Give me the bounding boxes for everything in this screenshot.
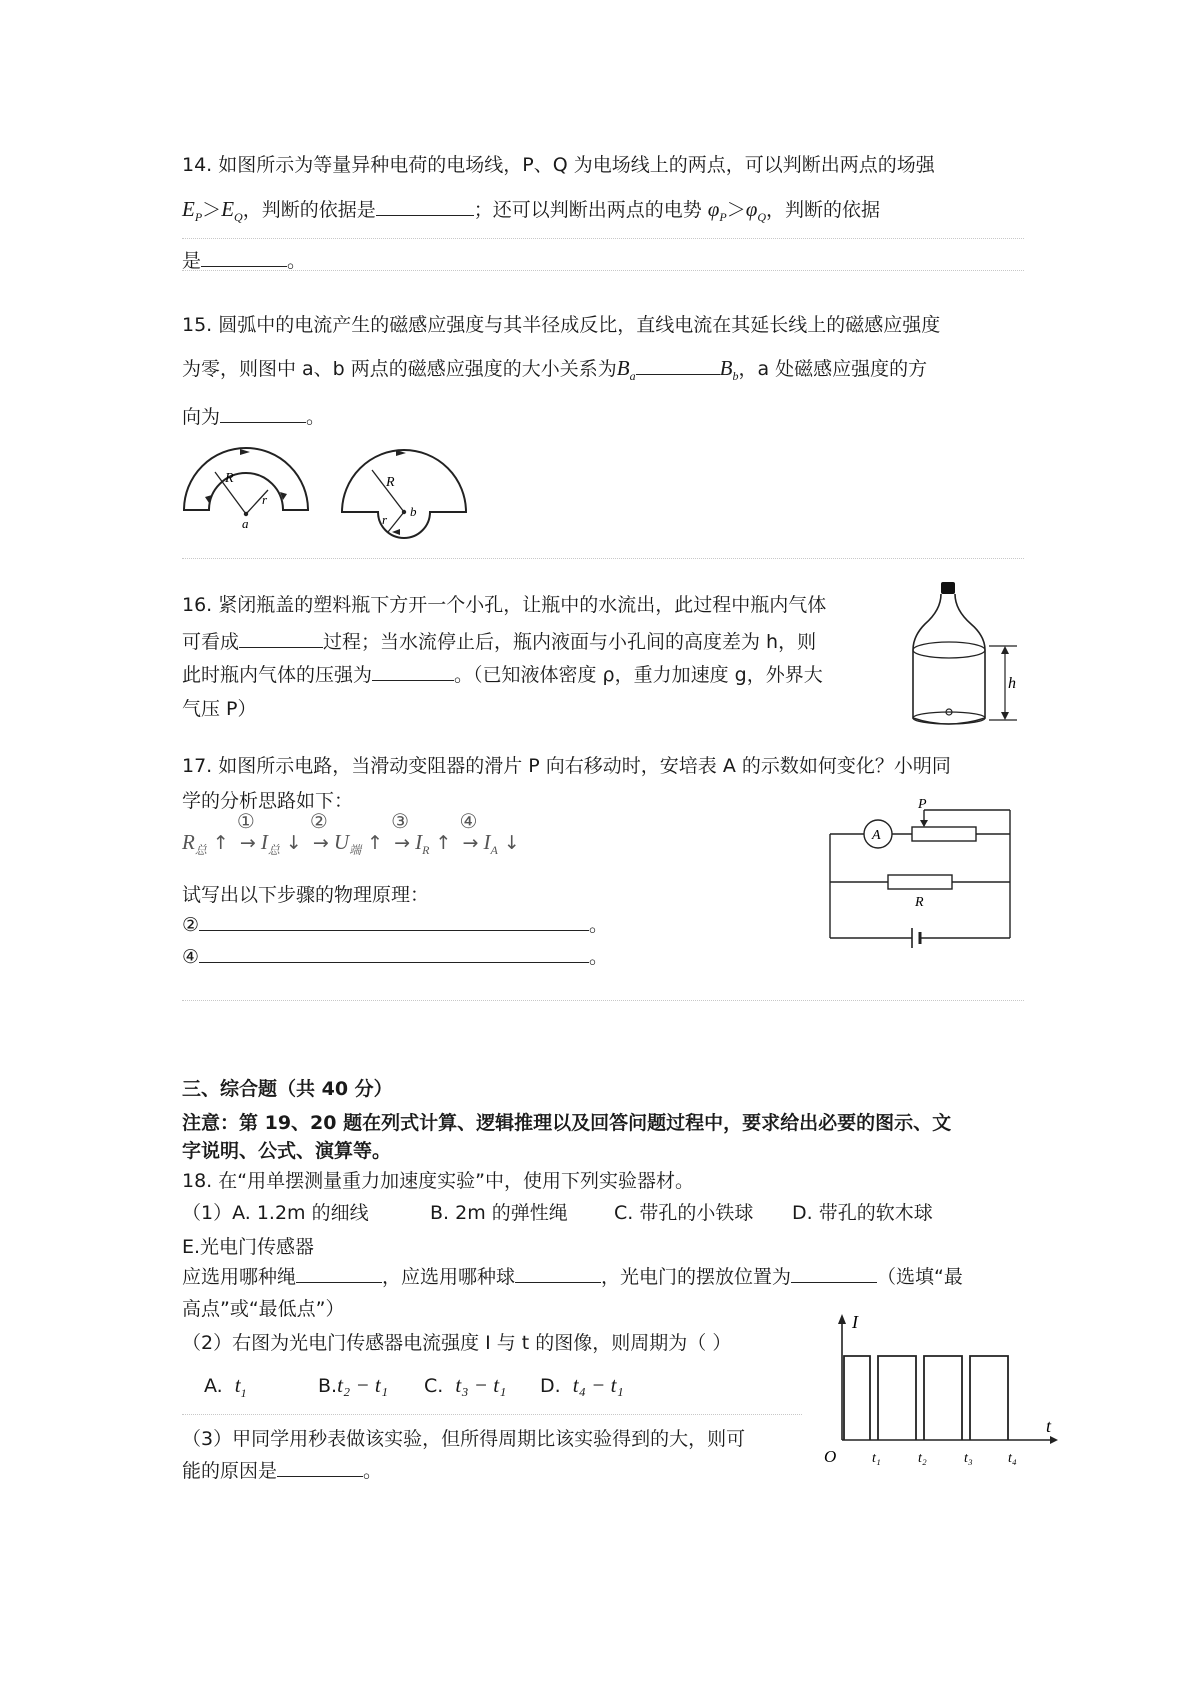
choice-d[interactable]: D. t₄ − t₁: [540, 1373, 624, 1397]
arc-figure-b: [334, 440, 474, 540]
q15-line-1: 15. 圆弧中的电流产生的磁感应强度与其半径成反比，直线电流在其延长线上的磁感应强度: [182, 314, 941, 336]
down-arrow-icon: ↓: [503, 832, 520, 854]
label-r: r: [382, 512, 388, 527]
reasoning-chain: [182, 809, 520, 863]
label-r: r: [262, 492, 268, 507]
step-3: ③ →: [391, 809, 411, 854]
tick-t2: t₂: [918, 1451, 927, 1466]
step-1: ① →: [236, 809, 256, 854]
i-total: $I_总$: [260, 830, 280, 858]
circuit-figure: [820, 797, 1020, 950]
up-arrow-icon: ↑: [435, 832, 452, 854]
tick-t4: t₄: [1008, 1451, 1017, 1466]
eq-symbol: $E_Q$: [221, 197, 243, 225]
x-axis-label: t: [1046, 1416, 1052, 1436]
q18-part3-b: 能的原因是 。: [182, 1460, 383, 1482]
q17-answer-2: ② 。: [182, 914, 609, 936]
q16-line-2: 可看成 过程；当水流停止后，瓶内液面与小孔间的高度差为 h，则: [182, 631, 817, 653]
u-end: $U_端$: [333, 830, 362, 858]
phi-q-symbol: $\varphi_Q$: [745, 197, 767, 225]
divider: [182, 1414, 802, 1415]
q16-line-4: 气压 P）: [182, 698, 257, 720]
tick-t1: t₁: [872, 1451, 881, 1466]
q18-option-d: D. 带孔的软木球: [792, 1202, 933, 1224]
bb-symbol: $B_b$: [719, 356, 739, 384]
arc-figure-a: [180, 448, 315, 531]
answer-blank[interactable]: [199, 912, 589, 931]
step-2: ② →: [309, 809, 329, 854]
rheostat-icon: [912, 827, 976, 841]
phi-p-symbol: $\varphi_P$: [707, 197, 727, 225]
up-arrow-icon: ↑: [212, 832, 229, 854]
q14-line-1: 14. 如图所示为等量异种电荷的电场线，P、Q 为电场线上的两点，可以判断出两点的场强: [182, 154, 935, 176]
answer-blank[interactable]: [376, 197, 474, 216]
q17-answer-4: ④ 。: [182, 946, 609, 968]
label-a: a: [242, 516, 249, 531]
answer-blank[interactable]: [791, 1264, 877, 1283]
answer-blank[interactable]: [636, 356, 720, 375]
current-arrow-icon: [240, 449, 250, 455]
section-note-1: 注意：第 19、20 题在列式计算、逻辑推理以及回答问题过程中，要求给出必要的图示、文: [182, 1112, 952, 1134]
label-P: P: [918, 797, 927, 812]
i-r: $I_R$: [415, 830, 430, 858]
answer-blank[interactable]: [372, 662, 454, 681]
label-h: h: [1008, 675, 1016, 692]
divider: [182, 270, 1024, 271]
choice-a[interactable]: A. $t_1$: [204, 1373, 247, 1401]
bottle-cap-icon: [941, 582, 955, 594]
label-b: b: [410, 504, 417, 519]
r-total: $R_总$: [182, 830, 207, 858]
divider: [182, 1000, 1024, 1001]
q14-line-2: $E_P>E_Q$，判断的依据是 ；还可以判断出两点的电势 $\varphi_P>\varphi_Q$，判断的依据: [182, 197, 881, 225]
ep-symbol: $E_P$: [182, 197, 203, 225]
q18-part1-question: 应选用哪种绳 ，应选用哪种球 ，光电门的摆放位置为 （选填“最: [182, 1266, 963, 1288]
q18-part3: （3）甲同学用秒表做该实验，但所得周期比该实验得到的大，则可: [182, 1428, 746, 1450]
answer-blank[interactable]: [296, 1264, 382, 1283]
label-R: R: [386, 475, 395, 490]
y-axis-label: I: [852, 1312, 858, 1332]
q18-line-1: 18. 在“用单摆测量重力加速度实验”中，使用下列实验器材。: [182, 1170, 694, 1192]
q17-line-3: 试写出以下步骤的物理原理：: [182, 884, 430, 906]
answer-blank[interactable]: [515, 1264, 601, 1283]
label-R: R: [915, 895, 924, 910]
divider: [182, 558, 1024, 559]
resistor-icon: [888, 875, 952, 889]
label-A: A: [872, 828, 881, 843]
q18-option-a: （1）A. 1.2m 的细线: [182, 1202, 369, 1224]
q18-option-c: C. 带孔的小铁球: [614, 1202, 754, 1224]
answer-blank[interactable]: [220, 404, 306, 423]
q16-line-1: 16. 紧闭瓶盖的塑料瓶下方开一个小孔，让瓶中的水流出，此过程中瓶内气体: [182, 594, 827, 616]
origin-label: O: [824, 1447, 837, 1466]
q15-line-3: 向为 。: [182, 406, 326, 428]
divider: [182, 238, 1024, 239]
section-title: 三、综合题（共 40 分）: [182, 1078, 393, 1100]
q18-part2: （2）右图为光电门传感器电流强度 I 与 t 的图像，则周期为（ ）: [182, 1332, 732, 1354]
up-arrow-icon: ↑: [367, 832, 384, 854]
choice-c[interactable]: C. t₃ − t₁: [424, 1373, 507, 1397]
down-arrow-icon: ↓: [285, 832, 302, 854]
section-note-2: 字说明、公式、演算等。: [182, 1140, 392, 1162]
label-R: R: [225, 471, 234, 486]
current-time-graph: [820, 1310, 1060, 1470]
q15-line-2: 为零，则图中 a、b 两点的磁感应强度的大小关系为$B_a$ $B_b$，a 处磁感应强度的方: [182, 356, 928, 384]
tick-t3: t₃: [964, 1451, 973, 1466]
q18-option-b: B. 2m 的弹性绳: [430, 1202, 568, 1224]
q18-part1-question-2: 高点”或“最低点”）: [182, 1298, 345, 1320]
q14-line-3: 是 。: [182, 250, 307, 272]
q17-line-1: 17. 如图所示电路，当滑动变阻器的滑片 P 向右移动时，安培表 A 的示数如何变化？小明同: [182, 755, 951, 777]
q16-line-3: 此时瓶内气体的压强为 。（已知液体密度 ρ，重力加速度 g，外界大: [182, 664, 823, 686]
answer-blank[interactable]: [277, 1458, 363, 1477]
q17-line-2: 学的分析思路如下：: [182, 790, 354, 812]
ba-symbol: $B_a$: [616, 356, 636, 384]
step-4: ④ →: [459, 809, 479, 854]
i-a: $I_A$: [483, 830, 498, 858]
choice-b[interactable]: B.t₂ − t₁: [318, 1373, 389, 1397]
q18-option-e: E.光电门传感器: [182, 1236, 315, 1258]
answer-blank[interactable]: [201, 248, 287, 267]
pulse-waveform: [844, 1356, 1008, 1440]
answer-blank[interactable]: [199, 944, 589, 963]
bottle-figure: [905, 580, 1025, 730]
answer-blank[interactable]: [239, 629, 323, 648]
